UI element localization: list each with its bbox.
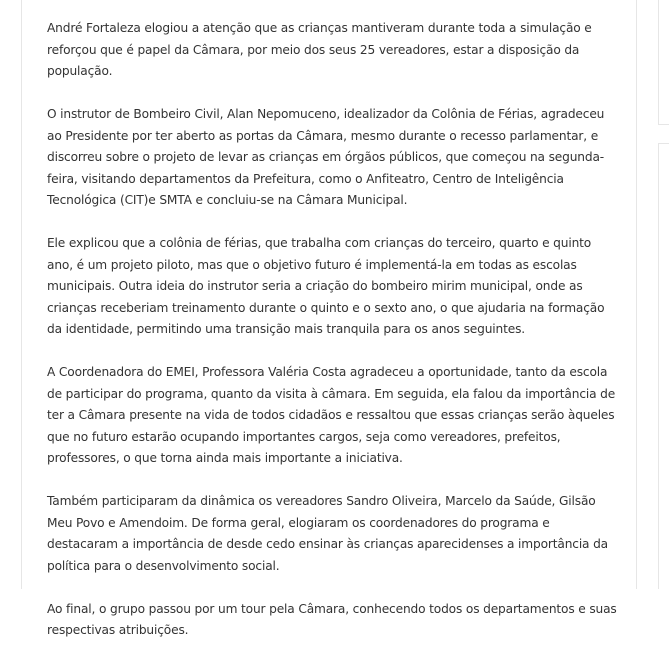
article-body [47,18,617,663]
article-paragraph-2: O instrutor de Bombeiro Civil, Alan Nepomuceno, idealizador da Colônia de Férias, agradeceu ao Presidente por ter aberto as portas da Câmara, mesmo durante o recesso parlamentar, e discorreu sobre o projeto de levar as crianças em órgãos públicos, que começou na segunda-feira, visitando departamentos da Prefeitura, como o Anfiteatro, Centro de Inteligência Tecnológica (CIT)e SMTA e concluiu-se na Câmara Municipal. [47,107,605,207]
sidebar-panel-edge [658,0,669,125]
article-paragraph-6: Ao final, o grupo passou por um tour pela Câmara, conhecendo todos os departamentos e suas respectivas atribuições. [47,601,617,637]
sidebar-panel-edge-lower [658,143,669,589]
article-paragraph-1: André Fortaleza elogiou a atenção que as crianças mantiveram durante toda a simulação e reforçou que é papel da Câmara, por meio dos seus 25 vereadores, estar a disposição da população. [47,21,592,78]
article-panel [21,0,637,637]
article-paragraph-3: Ele explicou que a colônia de férias, que trabalha com crianças do terceiro, quarto e quinto ano, é um projeto piloto, mas que o objetivo futuro é implementá-la em todas as escolas municipais. Outra ideia do instrutor seria a criação do bombeiro mirim municipal, onde as crianças receberiam treinamento durante o quinto e o sexto ano, o que ajudaria na formação da identidade, permitindo uma transição mais tranquila para os anos seguintes. [47,236,605,336]
article-paragraph-5: Também participaram da dinâmica os vereadores Sandro Oliveira, Marcelo da Saúde, Gilsão Meu Povo e Amendoim. De forma geral, elogiaram os coordenadores do programa e destacaram a importância de desde cedo ensinar às crianças aparecidenses a importância da política para o desenvolvimento social. [47,494,608,573]
article-paragraph-4: A Coordenadora do EMEI, Professora Valéria Costa agradeceu a oportunidade, tanto da escola de participar do programa, quanto da visita à câmara. Em seguida, ela falou da importância de ter a Câmara presente na vida de todos cidadãos e ressaltou que essas crianças serão àqueles que no futuro estarão ocupando importantes cargos, seja como vereadores, prefeitos, professores, o que torna ainda mais importante a iniciativa. [47,365,616,465]
